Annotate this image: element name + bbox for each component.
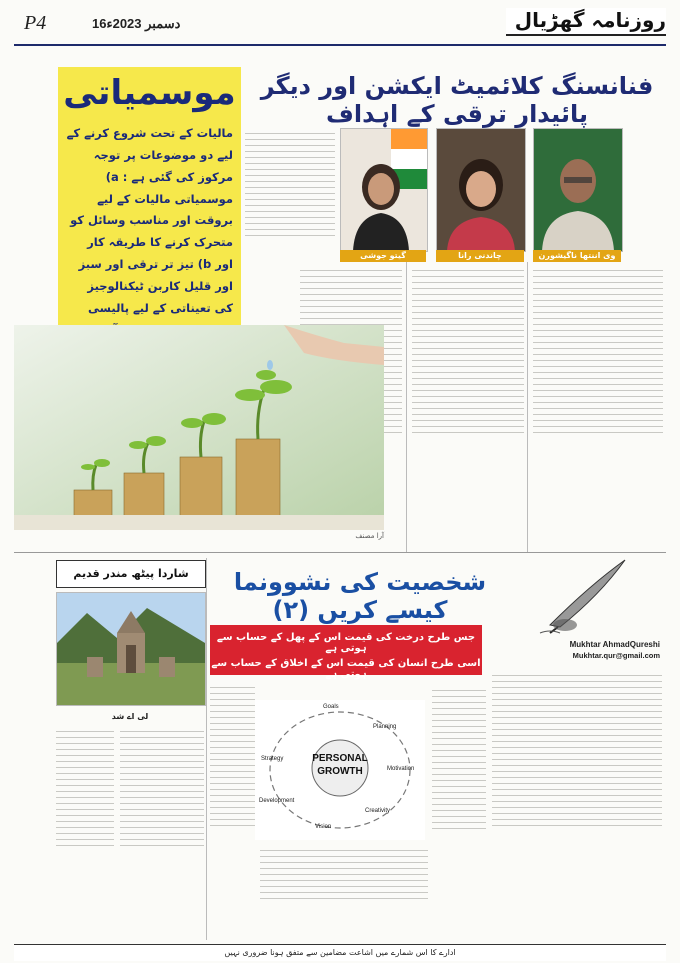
- article-col-4: [245, 128, 335, 318]
- diagram-label-creativity: Creativity: [365, 808, 391, 814]
- plant-caption: آرا مصنف: [355, 532, 384, 540]
- photo-v-anantha-nageswaran: [533, 128, 623, 252]
- quote-banner: [210, 625, 482, 680]
- header-rule: [14, 44, 666, 46]
- column-separator: [406, 262, 407, 552]
- portrait-image: [534, 129, 622, 251]
- diagram-label-strategy: Strategy: [261, 756, 284, 762]
- page-footer: ادارے کا اس شمارے میں اشاعت مضامین سے متفق ہونا ضروری نہیں: [14, 944, 666, 961]
- photo-gita-gopinath: [340, 128, 428, 252]
- photo-caption-2: چاندنی رانا: [436, 250, 524, 262]
- photo-caption-1: گیتو جوشی: [340, 250, 426, 262]
- quote-line-2: اسی طرح انسان کی قیمت اس کے اخلاق کے حساب سے ہوتی ہے: [211, 658, 481, 680]
- main-headline: فنانسنگ کلائمیٹ ایکشن اور دیگر پائیدار ترقی کے اہداف: [260, 72, 654, 128]
- article-col-1: [533, 265, 663, 550]
- diagram-label-goals: Goals: [323, 704, 339, 710]
- climate-sidebox: [58, 67, 241, 325]
- plant-image: [14, 325, 384, 530]
- temple-byline: لی اے شد: [111, 712, 149, 721]
- section2-headline: شخصیت کی نشوونما کیسے کریں (۲): [233, 568, 487, 624]
- quote-line-1: جس طرح درخت کی قیمت اس کے پھل کے حساب سے ہوتی ہے: [216, 632, 476, 654]
- author-email: Mukhtar.qur@gmail.com: [572, 651, 660, 660]
- portrait-image: [341, 129, 427, 251]
- section2-col-2: [432, 685, 486, 940]
- sidebox-title: موسمیاتی: [63, 73, 236, 113]
- personal-growth-diagram: [255, 700, 425, 840]
- portrait-image: [437, 129, 525, 251]
- temple-photo: [56, 592, 206, 706]
- diagram-label-vision: Vision: [315, 824, 332, 830]
- article-col-2: [412, 265, 524, 550]
- photo-chandni-raina: [436, 128, 526, 252]
- temple-image: [57, 593, 205, 705]
- section2-col-3: [210, 682, 255, 940]
- diagram-label-development: Development: [259, 798, 295, 804]
- photo-caption-3: وی اننتھا ناگیشورن: [533, 250, 621, 262]
- page-number: P4: [24, 12, 47, 34]
- diagram-label-motivation: Motivation: [387, 766, 415, 772]
- temple-text-col-1: [120, 726, 204, 940]
- masthead: روزنامہ گھڑیال: [506, 8, 666, 36]
- temple-headline: شاردا پیٹھ مندر قدیم: [73, 567, 189, 580]
- temple-text-col-2: [56, 726, 114, 940]
- quill-icon: [530, 555, 630, 635]
- issue-date: 16دسمبر 2023ء: [92, 16, 181, 31]
- section2-col-4: [260, 845, 428, 940]
- diagram-label-planning: Planning: [373, 724, 397, 730]
- section2-col-1: [492, 670, 662, 940]
- section-divider: [14, 552, 666, 553]
- diagram-center-label: PERSONAL GROWTH: [312, 753, 368, 777]
- quill-pen-illustration: [530, 555, 630, 635]
- author-name: Mukhtar AhmadQureshi: [569, 640, 660, 649]
- column-separator: [527, 262, 528, 552]
- temple-headline-box: [56, 560, 206, 588]
- column-separator: [206, 558, 207, 940]
- sidebox-text: مالیات کے تحت شروع کرنے کے لیے دو موضوعات پر توجہ مرکوز کی گئی ہے : a) موسمیاتی مالیات کے لیے بروقت اور مناسب وسائل کو متحرک کرنے کا طریقہ کار اور b) تیز تر ترقی اور سبز اور قلیل کاربن ٹیکنالوجیز کی تعیناتی کے لیے پالیسی: [66, 126, 233, 315]
- plant-coins-photo: [14, 325, 384, 530]
